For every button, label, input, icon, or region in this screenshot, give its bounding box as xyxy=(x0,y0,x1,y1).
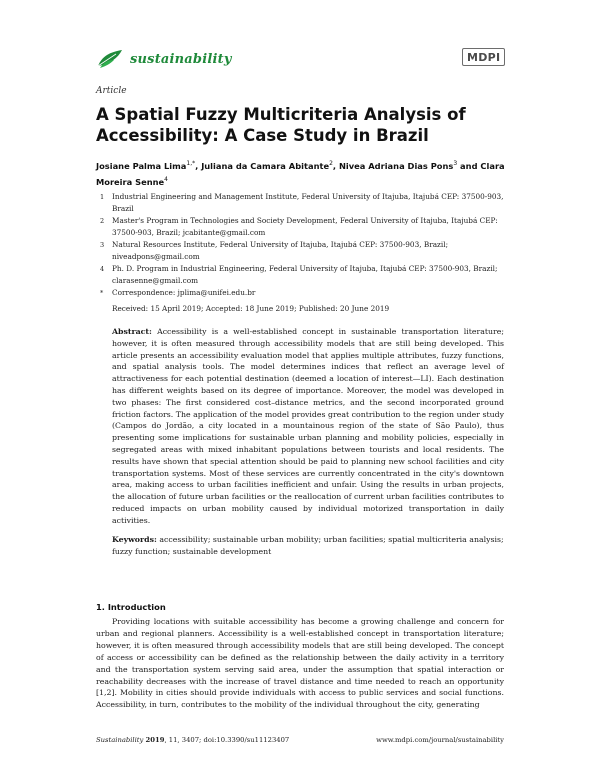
author-name[interactable]: Clara Moreira Senne xyxy=(96,160,505,187)
journal-name: sustainability xyxy=(130,51,232,67)
footer-journal: Sustainability xyxy=(96,736,144,744)
article-type: Article xyxy=(96,86,127,96)
keywords-label: Keywords: xyxy=(112,535,157,544)
affiliation-mark: 3 xyxy=(100,241,105,249)
affiliation-text: Ph. D. Program in Industrial Engineering, Federal University of Itajuba, Itajubá CEP: 37500-903, Brazil; clarasenne@gmail.com xyxy=(112,264,498,285)
affiliation-mark: 2 xyxy=(100,217,105,225)
article-title: A Spatial Fuzzy Multicriteria Analysis of Accessibility: A Case Study in Brazil xyxy=(96,105,466,145)
author-name[interactable]: Juliana da Camara Abitante xyxy=(201,160,330,171)
author-sep: , xyxy=(195,160,202,171)
section-heading: 1. Introduction xyxy=(96,602,166,612)
leaf-icon xyxy=(96,48,124,70)
affiliation xyxy=(96,287,516,299)
author-name[interactable]: Nivea Adriana Dias Pons xyxy=(338,160,454,171)
affiliation-mark: 4 xyxy=(100,265,105,273)
footer-citation xyxy=(96,736,289,744)
author-sup: 1,* xyxy=(186,160,196,167)
section-body: Providing locations with suitable accessibility has become a growing challenge and concern for urban and regional planners. Accessibility is a well-established concept in transportation literature; however, it is often measured through accessibility models that are still being developed. The concept of access or accessibility can be defined as the relationship between the daily activity in a territory and the transportation system serving said area, under the assumption that spatial interaction or reachability decreases with the increase of travel distance and time needed to reach an opportunity [1,2]. Mobility in cities should provide individuals with access to public services and social functions. Accessibility, in turn, contributes to the mobility of the individual throughout the city, generating xyxy=(96,617,504,710)
author-sup: 4 xyxy=(164,175,168,183)
correspondence-text: Correspondence: jplima@unifei.edu.br xyxy=(112,288,256,297)
affiliation xyxy=(96,191,516,215)
affiliation xyxy=(96,239,516,263)
publisher-name: MDPI xyxy=(462,48,505,66)
affiliation xyxy=(96,215,516,239)
journal-logo[interactable] xyxy=(96,48,232,70)
affiliation-mark: 1 xyxy=(100,193,105,201)
footer-year: 2019 xyxy=(145,736,165,744)
abstract-label: Abstract: xyxy=(112,327,152,336)
affiliation-text: Natural Resources Institute, Federal University of Itajuba, Itajubá CEP: 37500-903, Brazil; niveadpons@gmail.com xyxy=(112,240,449,261)
abstract xyxy=(112,326,504,527)
author-sep: and xyxy=(457,160,481,171)
affiliation-text: Industrial Engineering and Management Institute, Federal University of Itajuba, Itajubá CEP: 37500-903, Brazil xyxy=(112,192,504,213)
publication-dates: Received: 15 April 2019; Accepted: 18 June 2019; Published: 20 June 2019 xyxy=(112,304,390,313)
author-sep: , xyxy=(332,160,339,171)
footer-url[interactable]: www.mdpi.com/journal/sustainability xyxy=(376,736,504,744)
author-sup: 3 xyxy=(453,160,458,167)
keywords xyxy=(112,534,504,558)
keywords-text: accessibility; sustainable urban mobility; urban facilities; spatial multicriteria analysis; fuzzy function; sustainable development xyxy=(112,535,504,556)
affiliation xyxy=(96,263,516,287)
author-list xyxy=(96,157,506,189)
affiliation-mark: * xyxy=(100,289,104,297)
author-name[interactable]: Josiane Palma Lima xyxy=(96,160,187,171)
publisher-logo[interactable] xyxy=(462,48,505,66)
abstract-text: Accessibility is a well-established concept in sustainable transportation literature; however, it is often measured through accessibility models that are still being developed. This article presents an accessibility evaluation model that applies multiple attributes, fuzzy functions, and spatial analysis tools. The model determines indices that reflect an average level of attractiveness for each potential destination (deemed a location of interest—LI). Each destination has different weights based on its degree of importance. Moreover, the model was developed in two phases: The first considered cost–distance metrics, and the second incorporated ground friction factors. The application of the model provides great contribution to the region under study (Campos do Jordão, a city located in a mountainous region of the state of São Paulo), thus presenting some implications for sustainable urban planning and mobility policies, especially in segregated areas with mixed inhabitant populations between tourists and local residents. The results have shown that special attention should be paid to planning new school facilities and city transportation systems. Most of these services are currently concentrated in the city's downtown area, making access to urban facilities inefficient and unfair. Using the results in urban projects, the allocation of future urban facilities or the reallocation of current urban facilities contributes to reduced impacts on urban mobility caused by individual motorized transportation in daily activities. xyxy=(112,327,504,525)
footer-doi: , 11, 3407; doi:10.3390/su11123407 xyxy=(164,736,290,744)
author-sup: 2 xyxy=(329,160,333,167)
affiliation-text: Master's Program in Technologies and Society Development, Federal University of Itajuba, Itajubá CEP: 37500-903, Brazil; jcabitante@gmail.com xyxy=(112,216,498,237)
